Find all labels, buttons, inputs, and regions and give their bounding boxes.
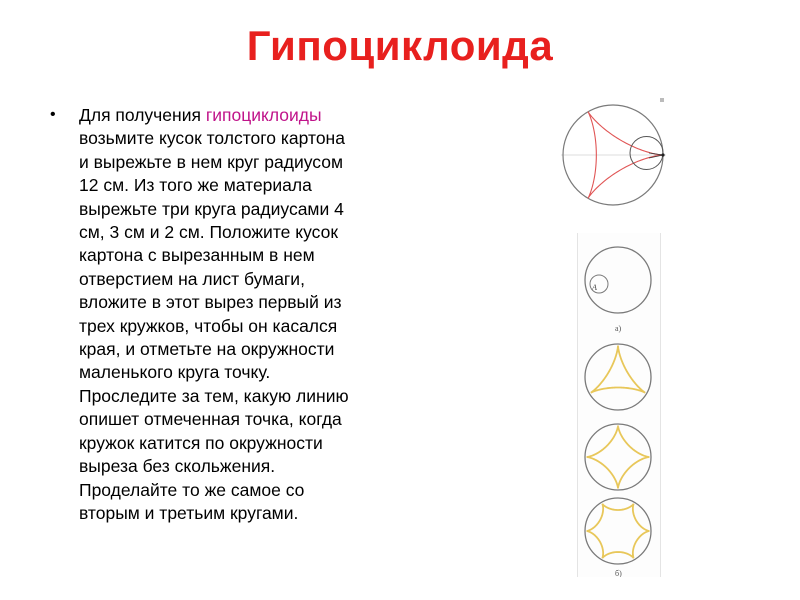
text-line [79, 361, 409, 384]
text-fragment: и вырежьте в нем круг радиусом [79, 151, 344, 172]
slide-title: Гипоциклоида [246, 22, 554, 69]
text-line [79, 174, 409, 197]
text-fragment: Для получения [79, 105, 206, 125]
text-fragment: см, 3 см и 2 см. Положите кусок [79, 222, 338, 243]
outer-circle [585, 424, 651, 490]
text-line [79, 455, 409, 478]
text-line [79, 502, 409, 525]
text-line [79, 338, 409, 361]
text-fragment: кружок катится по окружности [79, 432, 323, 453]
text-line [79, 127, 409, 150]
text-fragment: вторым и третьим кругами. [79, 502, 299, 523]
text-line [79, 432, 409, 455]
deltoid-example [591, 346, 646, 393]
label-point-a: A [592, 283, 597, 292]
text-fragment: вырежьте три круга радиусами 4 [79, 198, 344, 219]
text-line [79, 244, 409, 267]
rolling-circle [630, 137, 663, 170]
text-line [79, 291, 409, 314]
text-line [79, 198, 409, 221]
text-fragment: возьмите кусок толстого картона [79, 128, 345, 149]
highlighted-term: гипоциклоиды [205, 105, 322, 125]
rolling-radius [649, 153, 663, 155]
text-line [79, 479, 409, 502]
six-cusp-example [587, 504, 650, 559]
text-line [79, 151, 409, 174]
text-fragment: опишет отмеченная точка, когда [79, 409, 342, 430]
text-line [79, 268, 409, 291]
tracing-point [661, 153, 664, 156]
text-fragment: края, и отметьте на окружности [79, 339, 335, 360]
outer-circle [585, 498, 651, 564]
hypocycloid-examples-strip [577, 233, 661, 577]
astroid-example [587, 426, 650, 489]
text-line [79, 315, 409, 338]
text-fragment: 12 см. Из того же материала [79, 175, 312, 196]
text-fragment: выреза без скольжения. [79, 456, 276, 477]
hypocycloid-examples [578, 233, 660, 577]
label-a: а) [615, 324, 622, 333]
text-line [79, 104, 409, 127]
text-fragment: вложите в этот вырез первый из [79, 292, 342, 313]
outer-circle [585, 344, 651, 410]
text-fragment: картона с вырезанным в нем [79, 245, 315, 266]
text-line [79, 221, 409, 244]
bullet-dot: • [50, 106, 56, 123]
text-fragment: Проследите за тем, какую линию [79, 385, 349, 406]
instructions-text [79, 104, 409, 525]
outer-circle-a [585, 247, 651, 313]
hypocycloid-diagram [558, 100, 668, 210]
text-fragment: Проделайте то же самое со [79, 479, 305, 500]
text-fragment: трех кружков, чтобы он касался [79, 315, 338, 336]
text-fragment: отверстием на лист бумаги, [79, 268, 305, 289]
label-b: б) [615, 569, 622, 577]
text-fragment: маленького круга точку. [79, 362, 271, 383]
text-line [79, 385, 409, 408]
text-line [79, 408, 409, 431]
